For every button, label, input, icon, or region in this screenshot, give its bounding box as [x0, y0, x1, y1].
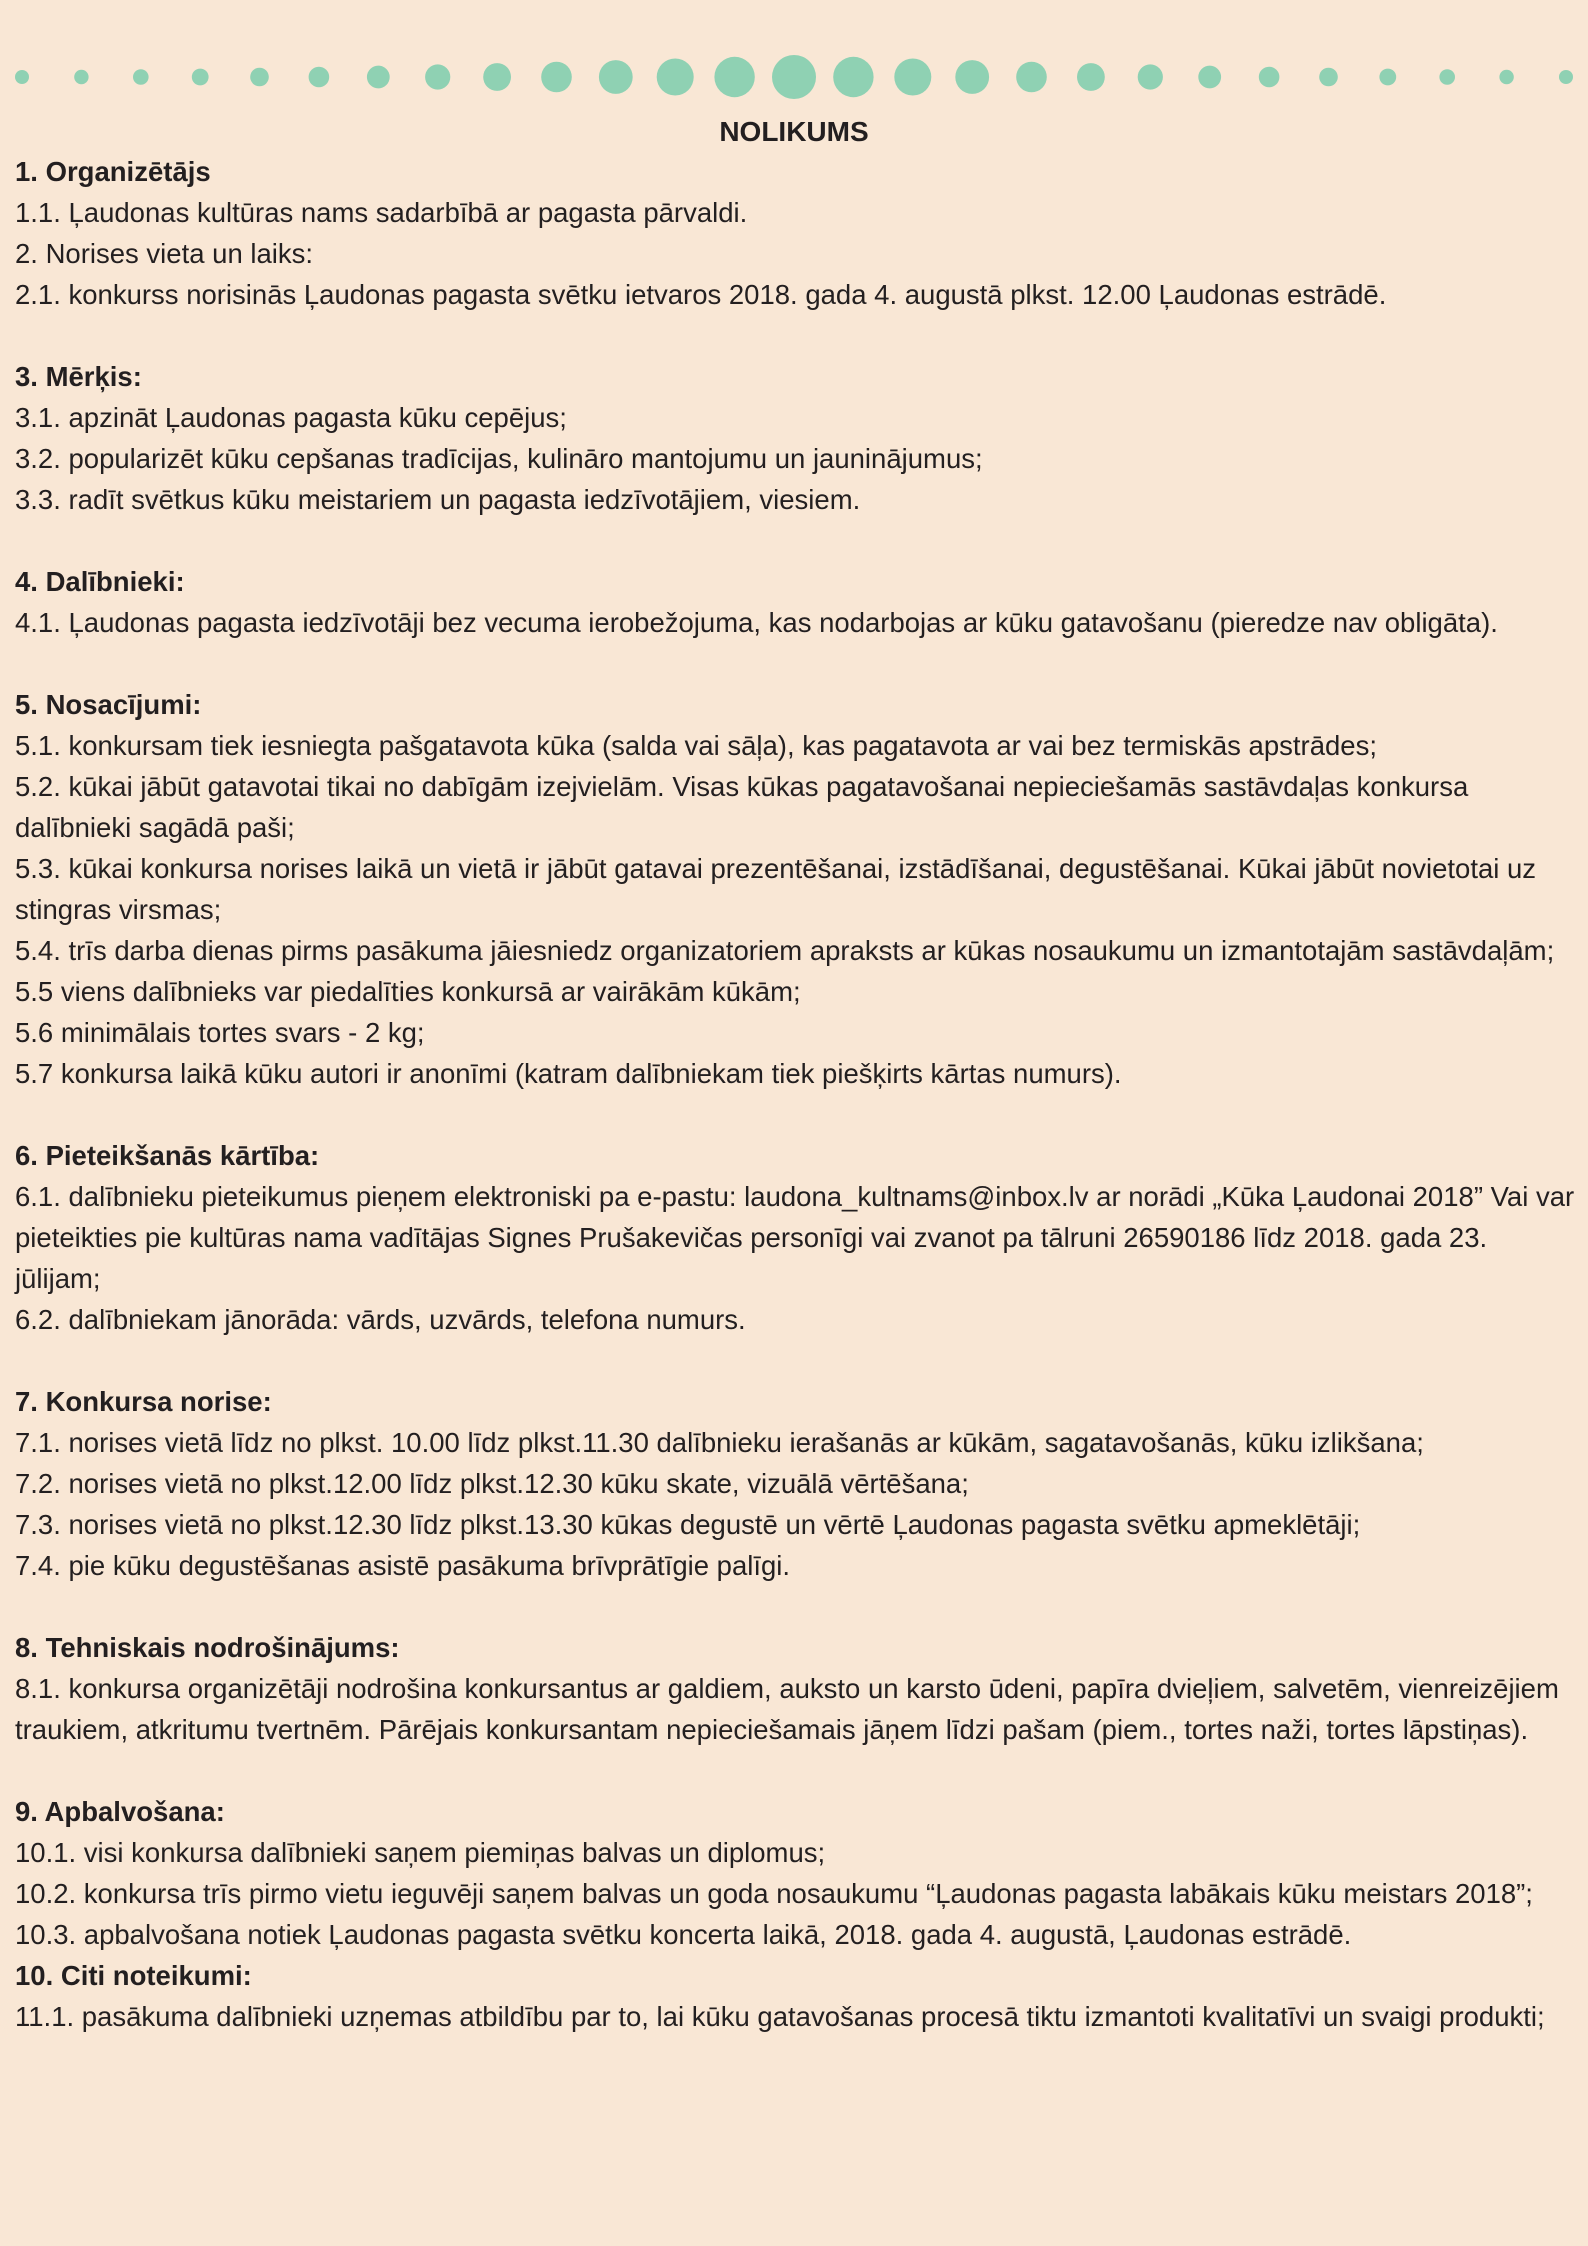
- paragraph: 3.1. apzināt Ļaudonas pagasta kūku cepējus;: [15, 402, 567, 433]
- section-goal: [15, 356, 1580, 520]
- decorative-dot: [1319, 68, 1338, 87]
- decorative-dot: [894, 59, 931, 96]
- paragraph: 2.1. konkurss norisinās Ļaudonas pagasta svētku ietvaros 2018. gada 4. augustā plkst. 12.00 Ļaudonas estrādē.: [15, 279, 1387, 310]
- section-heading: 5. Nosacījumi:: [15, 689, 202, 720]
- decorative-dot: [1379, 69, 1396, 86]
- paragraph: 10.1. visi konkursa dalībnieki saņem piemiņas balvas un diplomus;: [15, 1837, 826, 1868]
- section-conditions: [15, 684, 1580, 1094]
- paragraph: 5.5 viens dalībnieks var piedalīties konkursā ar vairākām kūkām;: [15, 976, 801, 1007]
- section-heading: 8. Tehniskais nodrošinājums:: [15, 1632, 400, 1663]
- paragraph: 2. Norises vieta un laiks:: [15, 238, 314, 269]
- section-heading: 6. Pieteikšanās kārtība:: [15, 1140, 320, 1171]
- decorative-dot: [833, 57, 873, 97]
- decorative-dot: [250, 68, 269, 87]
- decorative-dot: [133, 69, 149, 85]
- paragraph: 5.1. konkursam tiek iesniegta pašgatavota kūka (salda vai sāļa), kas pagatavota ar vai bez termiskās apstrādes;: [15, 730, 1377, 761]
- section-contest-schedule: [15, 1381, 1580, 1586]
- paragraph: 1.1. Ļaudonas kultūras nams sadarbībā ar pagasta pārvaldi.: [15, 197, 748, 228]
- decorative-dot: [367, 66, 390, 89]
- section-organizer: [15, 151, 1580, 315]
- section-participants: [15, 561, 1580, 643]
- decorative-dot: [1198, 66, 1221, 89]
- decorative-dot: [714, 57, 754, 97]
- document-title: NOLIKUMS: [719, 116, 869, 147]
- decorative-dot: [425, 64, 450, 89]
- section-awards: [15, 1791, 1580, 1955]
- section-heading: 10. Citi noteikumi:: [15, 1960, 252, 1991]
- decorative-dot: [657, 59, 694, 96]
- section-heading: 9. Apbalvošana:: [15, 1796, 225, 1827]
- paragraph: 11.1. pasākuma dalībnieki uzņemas atbildību par to, lai kūku gatavošanas procesā tiktu izmantoti kvalitatīvi un svaigi produkti;: [15, 2001, 1545, 2032]
- paragraph: 7.2. norises vietā no plkst.12.00 līdz plkst.12.30 kūku skate, vizuālā vērtēšana;: [15, 1468, 969, 1499]
- section-heading: 3. Mērķis:: [15, 361, 142, 392]
- paragraph: 5.7 konkursa laikā kūku autori ir anonīmi (katram dalībniekam tiek piešķirts kārtas numurs).: [15, 1058, 1122, 1089]
- section-other-rules: [15, 1955, 1580, 2037]
- decorative-dot: [1559, 70, 1573, 84]
- decorative-dot: [599, 60, 633, 94]
- paragraph: 4.1. Ļaudonas pagasta iedzīvotāji bez vecuma ierobežojuma, kas nodarbojas ar kūku gatavošanu (pieredze nav obligāta).: [15, 607, 1498, 638]
- paragraph: 5.4. trīs darba dienas pirms pasākuma jāiesniedz organizatoriem apraksts ar kūkas nosaukumu un izmantotajām sastāvdaļām;: [15, 935, 1555, 966]
- paragraph: 10.2. konkursa trīs pirmo vietu ieguvēji saņem balvas un goda nosaukumu “Ļaudonas pagasta labākais kūku meistars 2018”;: [15, 1878, 1533, 1909]
- paragraph: 8.1. konkursa organizētāji nodrošina konkursantus ar galdiem, auksto un karsto ūdeni, papīra dvieļiem, salvetēm, vienreizējiem traukiem, atkritumu tvertnēm. Pārējais konkursantam nepieciešamais jāņem līdzi pašam (piem., tortes naži, tortes lāpstiņas).: [15, 1673, 1559, 1745]
- section-heading: 7. Konkursa norise:: [15, 1386, 272, 1417]
- section-heading: 4. Dalībnieki:: [15, 566, 185, 597]
- decorative-dot: [955, 60, 989, 94]
- decorative-dot: [1439, 69, 1455, 85]
- decorative-dot: [192, 69, 209, 86]
- paragraph: 5.3. kūkai konkursa norises laikā un vietā ir jābūt gatavai prezentēšanai, izstādīšanai, degustēšanai. Kūkai jābūt novietotai uz stingras virsmas;: [15, 853, 1537, 925]
- paragraph: 10.3. apbalvošana notiek Ļaudonas pagasta svētku koncerta laikā, 2018. gada 4. augustā, Ļaudonas estrādē.: [15, 1919, 1352, 1950]
- decorative-dot-row: [0, 0, 1588, 110]
- document-body: [15, 151, 1580, 2037]
- decorative-dot: [15, 70, 29, 84]
- section-application: [15, 1135, 1580, 1340]
- section-heading: 1. Organizētājs: [15, 156, 211, 187]
- paragraph: 6.1. dalībnieku pieteikumus pieņem elektroniski pa e-pastu: laudona_kultnams@inbox.lv ar norādi „Kūka Ļaudonai 2018” Vai var pieteikties pie kultūras nama vadītājas Signes Prušakevičas personīgi vai zvanot pa tālruni 26590186 līdz 2018. gada 23. jūlijam;: [15, 1181, 1575, 1294]
- paragraph: 5.2. kūkai jābūt gatavotai tikai no dabīgām izejvielām. Visas kūkas pagatavošanai nepieciešamās sastāvdaļas konkursa dalībnieki sagādā paši;: [15, 771, 1469, 843]
- decorative-dot: [1259, 67, 1280, 88]
- paragraph: 7.4. pie kūku degustēšanas asistē pasākuma brīvprātīgie palīgi.: [15, 1550, 791, 1581]
- decorative-dot: [1499, 70, 1513, 84]
- decorative-dot: [483, 63, 511, 91]
- paragraph: 3.3. radīt svētkus kūku meistariem un pagasta iedzīvotājiem, viesiem.: [15, 484, 861, 515]
- paragraph: 3.2. popularizēt kūku cepšanas tradīcijas, kulināro mantojumu un jauninājumus;: [15, 443, 983, 474]
- decorative-dot: [309, 67, 330, 88]
- decorative-dot: [74, 70, 88, 84]
- decorative-dot: [541, 62, 572, 93]
- section-technical: [15, 1627, 1580, 1750]
- paragraph: 7.3. norises vietā no plkst.12.30 līdz plkst.13.30 kūkas degustē un vērtē Ļaudonas pagasta svētku apmeklētāji;: [15, 1509, 1361, 1540]
- decorative-dot: [1016, 62, 1047, 93]
- paragraph: 6.2. dalībniekam jānorāda: vārds, uzvārds, telefona numurs.: [15, 1304, 746, 1335]
- decorative-dot: [772, 55, 816, 99]
- paragraph: 7.1. norises vietā līdz no plkst. 10.00 līdz plkst.11.30 dalībnieku ierašanās ar kūkām, sagatavošanās, kūku izlikšana;: [15, 1427, 1424, 1458]
- decorative-dot: [1077, 63, 1105, 91]
- decorative-dot: [1138, 64, 1163, 89]
- paragraph: 5.6 minimālais tortes svars - 2 kg;: [15, 1017, 425, 1048]
